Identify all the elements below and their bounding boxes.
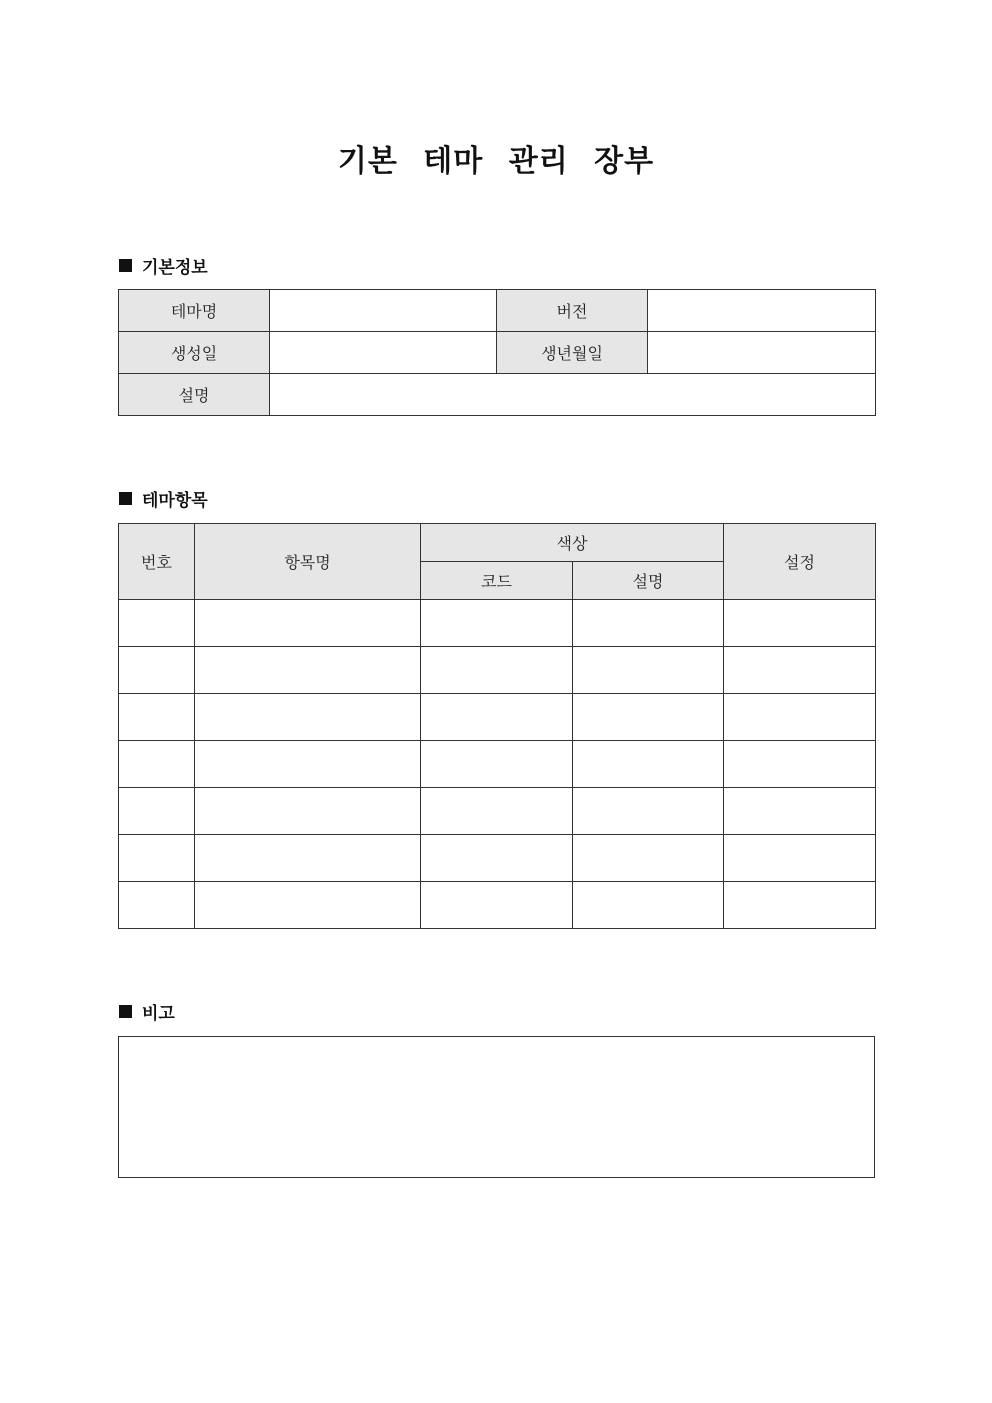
theme-name-field[interactable] xyxy=(270,290,497,332)
cell-color-code[interactable] xyxy=(421,741,573,788)
header-color-code: 코드 xyxy=(421,562,573,600)
page-title: 기본 테마 관리 장부 xyxy=(337,144,655,179)
section-heading-label: 비고 xyxy=(142,1003,175,1024)
table-row xyxy=(119,741,876,788)
version-field[interactable] xyxy=(648,290,876,332)
cell-color-description[interactable] xyxy=(573,788,724,835)
cell-item-name[interactable] xyxy=(195,647,421,694)
cell-item-name[interactable] xyxy=(195,600,421,647)
section-heading-remarks xyxy=(119,1000,175,1022)
table-row xyxy=(119,835,876,882)
basic-info-table xyxy=(118,289,876,416)
cell-item-name[interactable] xyxy=(195,882,421,929)
section-heading-basic-info xyxy=(119,254,208,276)
birth-date-field[interactable] xyxy=(648,332,876,374)
cell-number[interactable] xyxy=(119,882,195,929)
cell-item-name[interactable] xyxy=(195,835,421,882)
cell-setting[interactable] xyxy=(724,741,876,788)
cell-setting[interactable] xyxy=(724,788,876,835)
theme-name-label: 테마명 xyxy=(119,290,270,332)
cell-color-description[interactable] xyxy=(573,882,724,929)
cell-number[interactable] xyxy=(119,741,195,788)
table-row xyxy=(119,694,876,741)
header-color: 색상 xyxy=(421,524,724,562)
square-bullet-icon xyxy=(119,259,132,272)
cell-setting[interactable] xyxy=(724,600,876,647)
cell-color-description[interactable] xyxy=(573,694,724,741)
square-bullet-icon xyxy=(119,1005,132,1018)
cell-color-code[interactable] xyxy=(421,694,573,741)
cell-color-description[interactable] xyxy=(573,741,724,788)
header-color-description: 설명 xyxy=(573,562,724,600)
cell-item-name[interactable] xyxy=(195,788,421,835)
birth-date-label: 생년월일 xyxy=(497,332,648,374)
cell-color-code[interactable] xyxy=(421,647,573,694)
cell-number[interactable] xyxy=(119,600,195,647)
cell-color-description[interactable] xyxy=(573,647,724,694)
cell-color-code[interactable] xyxy=(421,835,573,882)
cell-color-code[interactable] xyxy=(421,600,573,647)
section-heading-theme-items xyxy=(119,487,208,509)
created-date-field[interactable] xyxy=(270,332,497,374)
cell-setting[interactable] xyxy=(724,647,876,694)
remarks-box[interactable] xyxy=(118,1036,875,1178)
table-row xyxy=(119,647,876,694)
cell-number[interactable] xyxy=(119,835,195,882)
theme-items-table xyxy=(118,523,876,929)
header-item-name: 항목명 xyxy=(195,524,421,600)
table-row xyxy=(119,600,876,647)
header-number: 번호 xyxy=(119,524,195,600)
header-setting: 설정 xyxy=(724,524,876,600)
created-date-label: 생성일 xyxy=(119,332,270,374)
cell-number[interactable] xyxy=(119,694,195,741)
cell-color-description[interactable] xyxy=(573,835,724,882)
description-label: 설명 xyxy=(119,374,270,416)
cell-item-name[interactable] xyxy=(195,694,421,741)
cell-item-name[interactable] xyxy=(195,741,421,788)
cell-number[interactable] xyxy=(119,788,195,835)
description-field[interactable] xyxy=(270,374,876,416)
square-bullet-icon xyxy=(119,492,132,505)
version-label: 버전 xyxy=(497,290,648,332)
cell-setting[interactable] xyxy=(724,694,876,741)
table-row xyxy=(119,882,876,929)
cell-color-description[interactable] xyxy=(573,600,724,647)
cell-color-code[interactable] xyxy=(421,882,573,929)
table-row xyxy=(119,788,876,835)
cell-color-code[interactable] xyxy=(421,788,573,835)
cell-setting[interactable] xyxy=(724,835,876,882)
cell-number[interactable] xyxy=(119,647,195,694)
section-heading-label: 테마항목 xyxy=(142,490,208,511)
section-heading-label: 기본정보 xyxy=(142,257,208,278)
cell-setting[interactable] xyxy=(724,882,876,929)
